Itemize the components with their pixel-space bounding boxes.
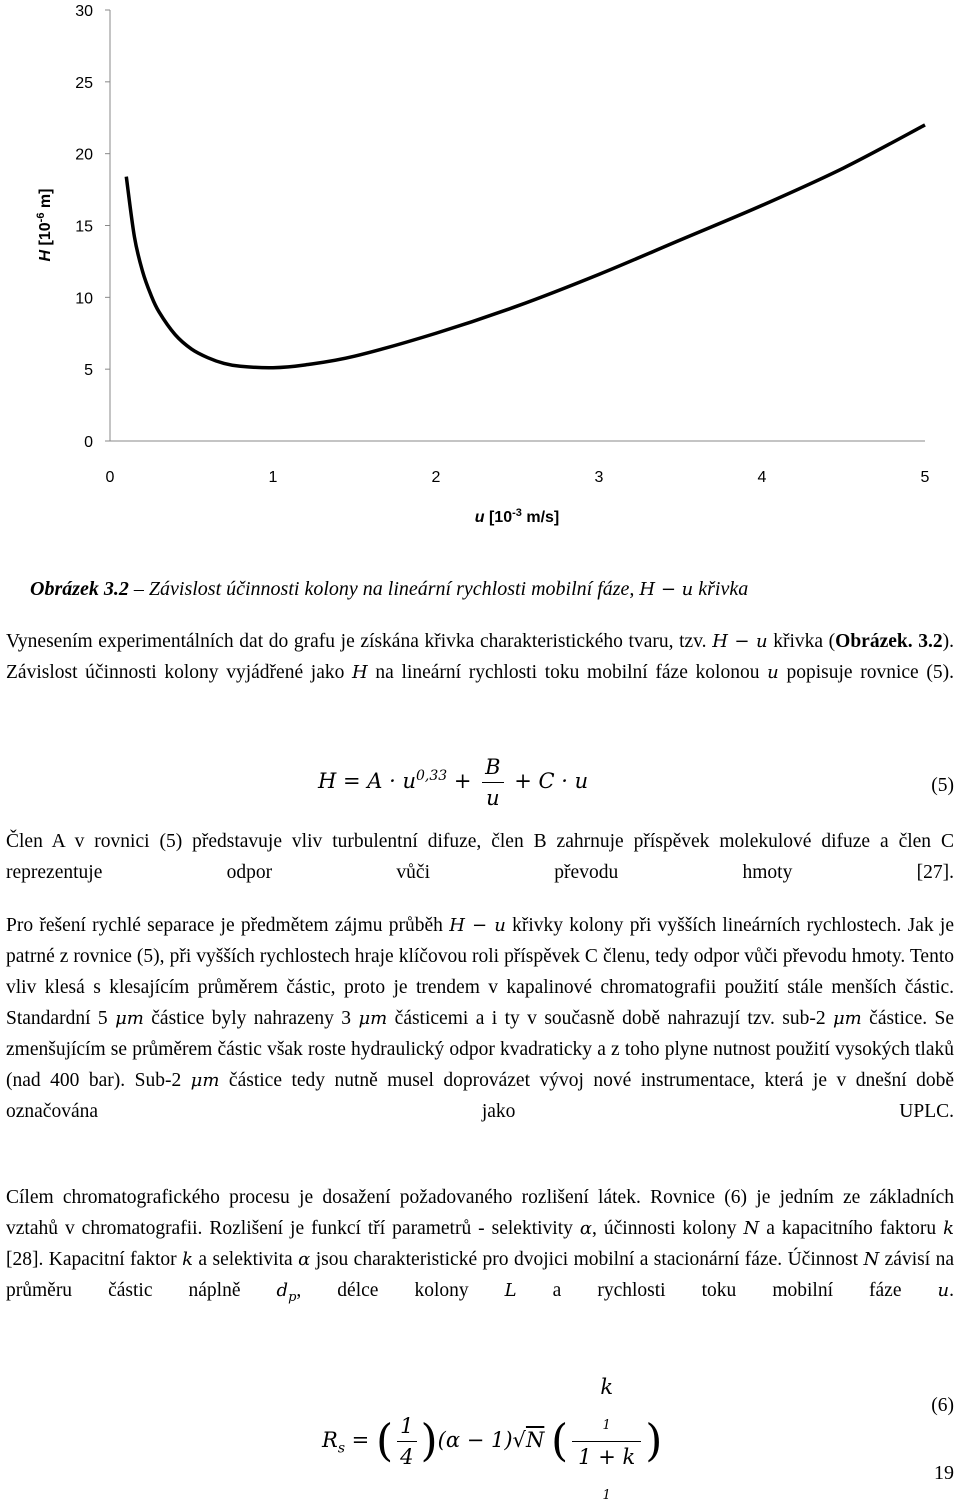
paragraph-1: Vynesením experimentálních dat do grafu je získána křivka charakteristického tvaru, tzv. H − u křivka (Obrázek. 3.2). Závislost účinnosti kolony vyjádřené jako H na lineární rychlosti toku mobilní fáze kolonou u popisuje rovnice (5).	[6, 631, 954, 683]
x-tick-label: 3	[594, 469, 604, 486]
figure-caption: Obrázek 3.2 – Závislost účinnosti kolony na lineární rychlosti mobilní fáze, H − u křivka	[30, 578, 749, 600]
y-tick-label: 20	[75, 146, 93, 164]
paragraph-2: Člen A v rovnici (5) představuje vliv turbulentní difuze, člen B zahrnuje příspěvek molekulové difuze a člen C reprezentuje odpor vůči převodu hmoty [27].	[6, 831, 954, 883]
y-tick-labels	[75, 3, 110, 451]
equation-5: $H = A \cdot u^{0,33}$ + $\frac{B}{u}$ + C · u	[318, 752, 588, 813]
paragraph-3: Pro řešení rychlé separace je předmětem zájmu průběh H − u křivky kolony při vyšších lineárních rychlostech. Jak je patrné z rovnice (5), při vyšších rychlostech hraje klíčovou roli příspěvek C členu, tedy odpor vůči převodu hmoty. Tento vliv klesá s klesajícím průměrem částic, proto je trendem v kapalinové chromatografii použití stále menších částic. Standardní 5 μm částice byly nahrazeny 3 μm částicemi a i ty v současně době nahrazují tzv. sub-2 μm částice. Se zmenšujícím se průměrem částic však roste hydraulický odpor kvadraticky a z toho plyne nutnost použití vysokých tlaků (nad 400 bar). Sub-2 μm částice tedy nutně musel doprovázet vývoj nové instrumentace, která je v dnešní době označována jako UPLC.	[6, 915, 955, 1122]
x-axis-label: u [$10^{-3}$ m/s]	[474, 507, 560, 526]
h-u-chart	[0, 0, 960, 540]
y-tick-label: 30	[75, 3, 93, 20]
h-u-curve	[126, 125, 925, 368]
equation-5-number: (5)	[931, 775, 954, 796]
x-tick-label: 4	[757, 469, 767, 486]
x-tick-label: 1	[268, 469, 278, 486]
figure-reference: Obrázek. 3.2	[835, 631, 943, 652]
y-tick-label: 0	[84, 434, 93, 451]
x-tick-label: 0	[105, 469, 115, 486]
x-tick-label: 2	[431, 469, 441, 486]
y-axis-label: H [$10^{-6}$ m]	[35, 188, 54, 262]
y-tick-label: 10	[75, 290, 93, 308]
equation-6-number: (6)	[931, 1395, 954, 1416]
x-tick-label: 5	[920, 469, 930, 486]
paragraph-4: Cílem chromatografického procesu je dosažení požadovaného rozlišení látek. Rovnice (6) je jedním ze základních vztahů v chromatografii. Rozlišení je funkcí tří parametrů - selektivity α, účinnosti kolony N a kapacitního faktoru k [28]. Kapacitní faktor k a selektivita α jsou charakteristické pro dvojici mobilní a stacionární fáze. Účinnost N závisí na průměru částic náplně $d_p$, délce kolony L a rychlosti toku mobilní fáze u.	[6, 1187, 954, 1305]
y-tick-label: 5	[84, 362, 93, 380]
x-tick-labels	[106, 469, 930, 486]
equation-6: $R_s$ = ( $\frac{1}{4}$ )(α − 1)√N ( k $_1$ 1 + k $_1$ )	[322, 1372, 662, 1511]
y-tick-label: 25	[75, 74, 93, 92]
page-number: 19	[934, 1462, 954, 1484]
y-tick-label: 15	[75, 218, 93, 236]
